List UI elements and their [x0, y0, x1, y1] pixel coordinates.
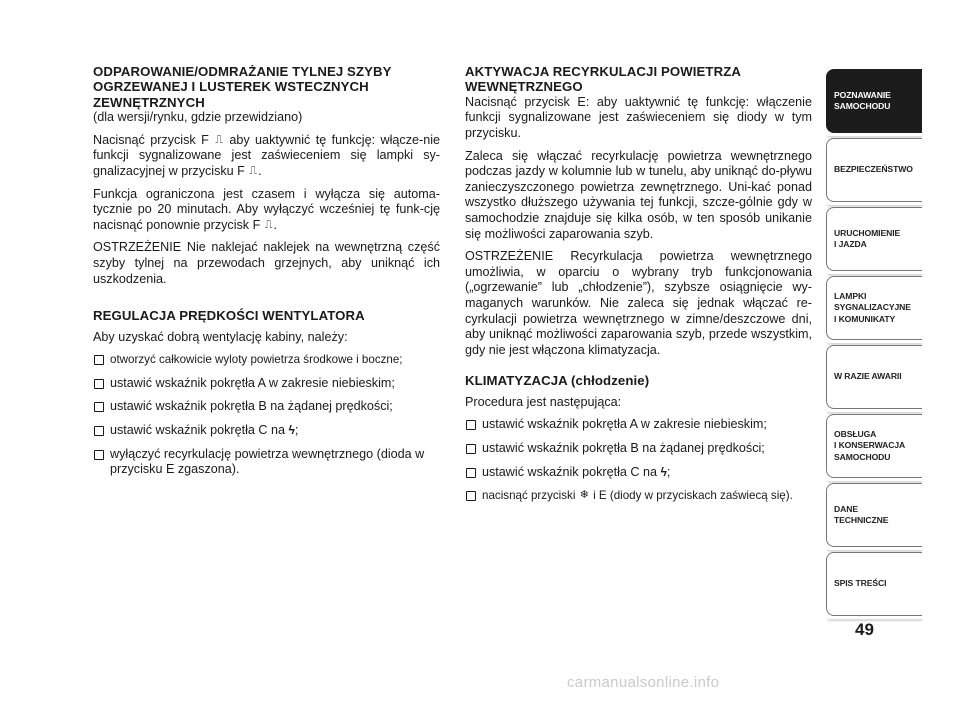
section-title-fan-speed: REGULACJA PRĘDKOŚCI WENTYLATORA: [93, 308, 365, 324]
text: ustawić wskaźnik pokrętła C na: [482, 464, 661, 479]
list-item: [465, 465, 812, 481]
rear-window-defrost-icon: ⎍: [264, 218, 273, 231]
tab-spis-tresci[interactable]: SPIS TREŚCI: [826, 552, 922, 616]
text: .: [258, 164, 262, 178]
tab-w-razie-awarii[interactable]: W RAZIE AWARII: [826, 345, 922, 409]
tab-uruchomienie-i-jazda[interactable]: URUCHOMIENIE I JAZDA: [826, 207, 922, 271]
section-title-rear-defrost: ODPAROWANIE/ODMRAŻANIE TYLNEJ SZYBY OGRZEWANEJ I LUSTEREK WSTECZNYCH ZEWNĘTRZNYCH: [93, 64, 392, 110]
tab-bezpieczenstwo[interactable]: BEZPIECZEŃSTWO: [826, 138, 922, 202]
warning-rear-window: OSTRZEŻENIE Nie naklejać naklejek na wewnętrzną część szyby tylnej na przewodach grzejnych, aby uniknąć ich uszkodzenia.: [93, 240, 440, 286]
right-column: [465, 64, 812, 512]
tab-dane-techniczne[interactable]: DANE TECHNICZNE: [826, 483, 922, 547]
recirc-recommendation: Zaleca się włączać recyrkulację powietrza wewnętrznego podczas jazdy w kolumnie lub w tunelu, aby uniknąć do-pływu zanieczyszczonego powietrza zewnętrznego. Uni-kać ponad wszystko dłuższego używania tej funkcji, szcze-gólnie gdy w samochodzie znajduje się kilka osób, w ten sposób unikanie się możliwości zaparowania szyb.: [465, 148, 812, 241]
text: nacisnąć przyciski: [482, 489, 579, 503]
list-item: ustawić wskaźnik pokrętła A w zakresie niebieskim;: [465, 417, 812, 433]
paragraph-defrost-timer: [93, 187, 440, 234]
list-item: ustawić wskaźnik pokrętła A w zakresie niebieskim;: [93, 376, 440, 392]
rear-window-defrost-icon: ⎍: [215, 133, 223, 146]
chapter-tabs: [826, 69, 922, 621]
air-to-windscreen-icon: ϟ: [288, 422, 295, 437]
snowflake-icon: ❄: [579, 489, 589, 502]
ac-intro: Procedura jest następująca:: [465, 394, 622, 409]
text: i E (diody w przyciskach zaświecą się).: [589, 489, 793, 503]
list-item: otworzyć całkowicie wyloty powietrza środkowe i boczne;: [93, 352, 440, 368]
watermark: carmanualsonline.info: [567, 674, 720, 691]
list-item: [93, 423, 440, 439]
section-subtitle: (dla wersji/rynku, gdzie przewidziano): [93, 110, 303, 125]
left-column: [93, 64, 440, 486]
tab-lampki-sygnalizacyjne[interactable]: LAMPKI SYGNALIZACYJNE I KOMUNIKATY: [826, 276, 922, 340]
fan-steps-list: [93, 352, 440, 478]
section-title-air-conditioning: KLIMATYZACJA (chłodzenie): [465, 373, 650, 389]
list-item: wyłączyć recyrkulację powietrza wewnętrznego (dioda w przycisku E zgaszona).: [93, 447, 440, 478]
recirc-activate: Nacisnąć przycisk E: aby uaktywnić tę funkcję: włączenie funkcji sygnalizowane jest zaświeceniem się diody w tym przycisku.: [465, 94, 812, 140]
air-to-windscreen-icon: ϟ: [660, 464, 667, 479]
fan-intro: Aby uzyskać dobrą wentylację kabiny, należy:: [93, 329, 348, 344]
list-item: ustawić wskaźnik pokrętła B na żądanej prędkości;: [93, 399, 440, 415]
ac-steps-list: [465, 417, 812, 503]
tab-poznawanie-samochodu[interactable]: POZNAWANIE SAMOCHODU: [826, 69, 922, 133]
text: aby uaktywnić tę funkcję: włącze-nie funkcji sygnalizowane jest zaświeceniem się lampki sy-gnalizacyjnej w przycisku F: [93, 132, 440, 178]
list-item: ustawić wskaźnik pokrętła B na żądanej prędkości;: [465, 441, 812, 457]
section-title-recirculation: AKTYWACJA RECYRKULACJI POWIETRZA WEWNĘTRZNEGO: [465, 64, 741, 95]
tab-obsluga-i-konserwacja[interactable]: OBSŁUGA I KONSERWACJA SAMOCHODU: [826, 414, 922, 478]
page-number: 49: [855, 620, 874, 639]
list-item: [465, 488, 812, 504]
warning-recirculation: OSTRZEŻENIE Recyrkulacja powietrza wewnętrznego umożliwia, w oparciu o wybrany tryb funkcjonowania („ogrzewanie” lub „chłodzenie”), szybsze osiągnięcie wy-maganych warunków. Nie zaleca się jednak włączać re-cyrkulacji powietrza wewnętrznego w zimne/deszczowe dni, aby uniknąć możliwości zaparowania szyb, przede wszystkim, gdy nie jest włączona klimatyzacja.: [465, 249, 812, 357]
text: ;: [666, 464, 671, 479]
rear-window-defrost-icon: ⎍: [249, 165, 258, 177]
text: .: [273, 217, 277, 232]
text: ;: [294, 422, 299, 437]
paragraph-defrost-activate: [93, 133, 440, 180]
text: Nacisnąć przycisk F: [93, 132, 215, 147]
text: Funkcja ograniczona jest czasem i wyłącza się automa-tycznie po 20 minutach. Aby wyłączyć wcześniej tę funk-cję nacisnąć ponownie przycisk F: [93, 186, 440, 232]
text: ustawić wskaźnik pokrętła C na: [110, 422, 289, 437]
